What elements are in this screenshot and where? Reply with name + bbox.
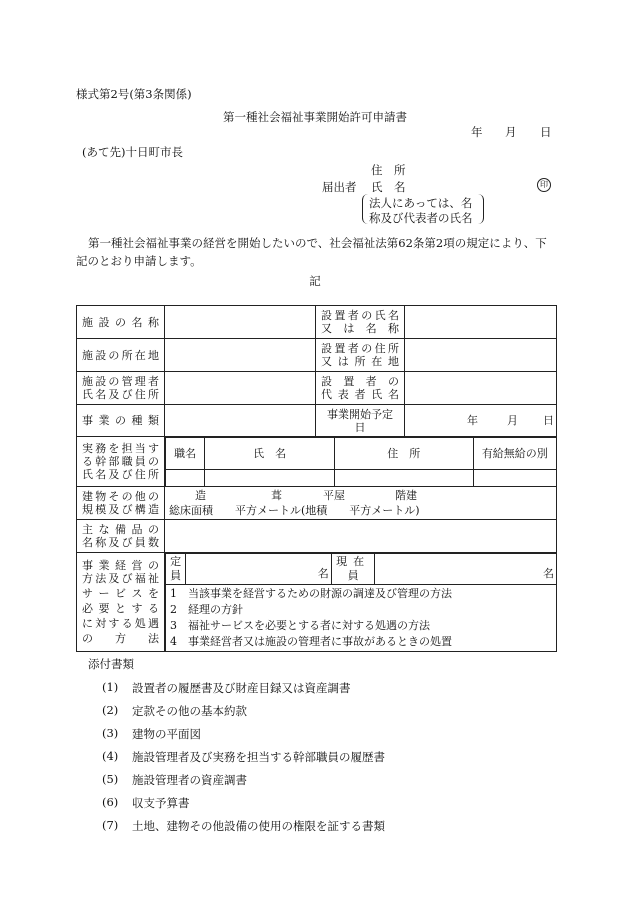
- business-type-label: 事業の種類: [77, 405, 165, 437]
- building-stories: 階建: [395, 489, 417, 502]
- representative-label: 設置者の 代表者氏名: [316, 372, 405, 405]
- manager-label: 施設の管理者 氏名及び住所: [77, 372, 165, 405]
- document-title: 第一種社会福祉事業開始許可申請書: [223, 110, 407, 124]
- building-single-story: 平屋: [323, 489, 345, 502]
- attachment-item: (6) 収支予算書: [102, 795, 190, 810]
- staff-col-title: 職名: [166, 438, 205, 470]
- facility-location-value[interactable]: [165, 339, 316, 372]
- method-item: 3 福祉サービスを必要とする者に対する処遇の方法: [170, 619, 430, 632]
- building-roof: 葺: [271, 489, 282, 502]
- staff-label: 実務を担当す る幹部職員の 氏名及び住所: [77, 437, 165, 487]
- current-staff-value[interactable]: 名: [375, 554, 556, 585]
- attachment-item: (5) 施設管理者の資産調書: [102, 772, 247, 787]
- form-number: 様式第2号(第3条関係): [76, 87, 192, 101]
- founder-address-value[interactable]: [405, 339, 557, 372]
- building-floor-area: 総床面積 平方メートル(地積 平方メートル): [169, 504, 420, 517]
- facility-name-label: 施設の名称: [77, 306, 165, 339]
- staff-paid-value[interactable]: [473, 470, 556, 487]
- business-type-value[interactable]: [165, 405, 316, 437]
- method-item: 2 経理の方針: [170, 603, 243, 616]
- staff-col-name: 氏 名: [205, 438, 334, 470]
- start-day: 日: [543, 414, 554, 427]
- staff-name-value[interactable]: [205, 470, 334, 487]
- founder-address-label: 設置者の住所 又は所在地: [316, 339, 405, 372]
- equipment-label: 主な備品の 名称及び員数: [77, 520, 165, 553]
- attachment-item: (1) 設置者の履歴書及び財産目録又は資産調書: [102, 680, 351, 695]
- current-staff-label: 現在 員: [331, 554, 375, 585]
- method-grid: [165, 553, 557, 652]
- founder-name-value[interactable]: [405, 306, 557, 339]
- ki-heading: 記: [309, 274, 321, 288]
- staff-title-value[interactable]: [166, 470, 205, 487]
- body-line1: 第一種社会福祉事業の経営を開始したいので、社会福祉法第62条第2項の規定により、下: [88, 236, 547, 250]
- staff-address-value[interactable]: [334, 470, 473, 487]
- founder-name-label: 設置者の氏名 又は名称: [316, 306, 405, 339]
- method-label: 事業経営の 方法及び福祉 サービスを 必要とする に対する処遇 の 方 法: [77, 553, 165, 652]
- attachments-title: 添付書類: [88, 657, 134, 671]
- method-item: 1 当該事業を経営するための財源の調達及び管理の方法: [170, 587, 452, 600]
- addressee: (あて先)十日町市長: [82, 145, 183, 159]
- equipment-value[interactable]: [165, 520, 557, 553]
- application-table: [76, 305, 557, 652]
- start-date-value[interactable]: [405, 405, 557, 437]
- attachment-item: (7) 土地、建物その他設備の使用の権限を証する書類: [102, 818, 385, 833]
- method-item: 4 事業経営者又は施設の管理者に事故があるときの処置: [170, 635, 452, 648]
- date-month: 月: [505, 125, 517, 139]
- date-day: 日: [540, 125, 552, 139]
- facility-name-value[interactable]: [165, 306, 316, 339]
- building-value[interactable]: [165, 487, 557, 520]
- manager-value[interactable]: [165, 372, 316, 405]
- staff-grid: [165, 437, 557, 487]
- seal-icon: 印: [537, 178, 551, 192]
- applicant-note-line2: 称及び代表者の氏名: [369, 211, 473, 225]
- building-structure: 造: [195, 489, 206, 502]
- staff-col-paid: 有給無給の別: [473, 438, 556, 470]
- start-year: 年: [467, 414, 478, 427]
- address-label: 住 所: [371, 163, 406, 177]
- attachment-item: (3) 建物の平面図: [102, 726, 201, 741]
- building-label: 建物その他の 規模及び構造: [77, 487, 165, 520]
- representative-value[interactable]: [405, 372, 557, 405]
- date-year: 年: [471, 125, 483, 139]
- body-line2: 記のとおり申請します。: [76, 254, 202, 268]
- capacity-label: 定 員: [166, 554, 186, 585]
- name-label: 氏 名: [371, 180, 406, 194]
- attachment-item: (4) 施設管理者及び実務を担当する幹部職員の履歴書: [102, 749, 385, 764]
- applicant-note-line1: 法人にあっては、名: [369, 196, 473, 210]
- start-date-label: 事業開始予定 日: [316, 405, 405, 437]
- capacity-value[interactable]: 名: [186, 554, 331, 585]
- method-items: [166, 585, 557, 652]
- attachment-item: (2) 定款その他の基本約款: [102, 703, 247, 718]
- facility-location-label: 施設の所在地: [77, 339, 165, 372]
- start-month: 月: [507, 414, 518, 427]
- applicant-role: 届出者: [322, 180, 357, 194]
- staff-col-address: 住 所: [334, 438, 473, 470]
